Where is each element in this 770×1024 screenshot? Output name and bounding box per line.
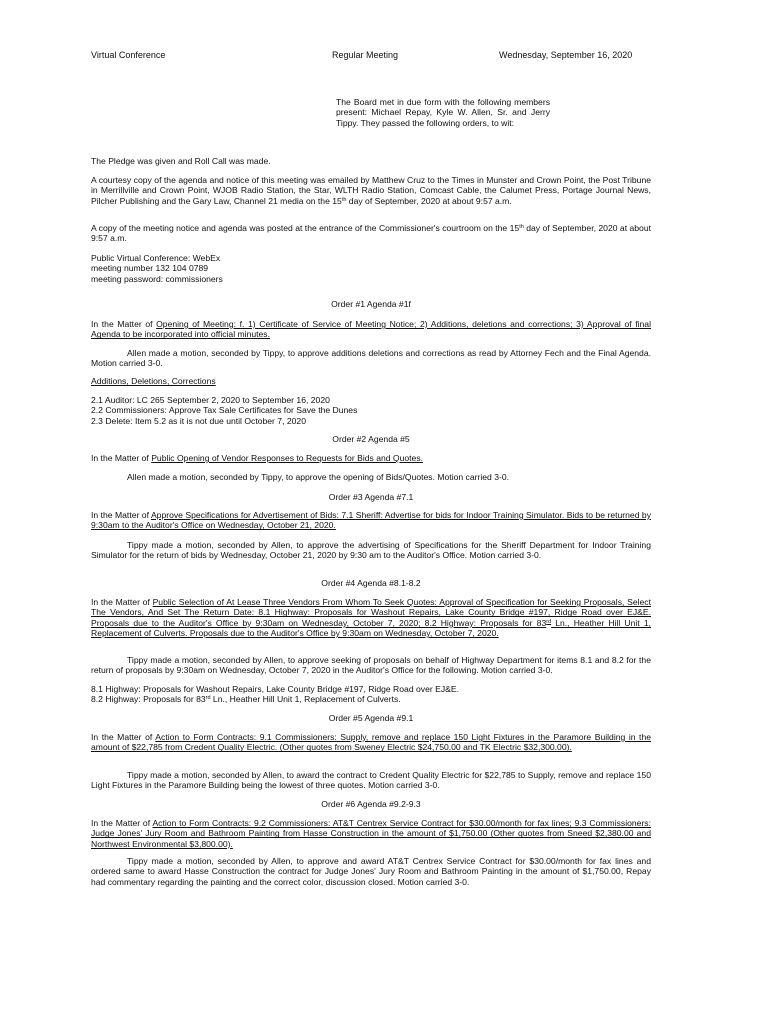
order-1-motion: Allen made a motion, seconded by Tippy, to approve additions deletions and corrections as read by Attorney Fech and the Final Agenda. Motion carried 3-0. bbox=[91, 348, 651, 369]
order-1-heading: Order #1 Agenda #1f bbox=[331, 299, 411, 309]
order-5-matter-prefix: In the Matter of bbox=[91, 732, 156, 742]
order-4-item-2-sup: rd bbox=[205, 695, 211, 702]
order-5-matter-text: Action to Form Contracts: 9.1 Commissioners: Supply, remove and replace 150 Light Fixtures in the Paramore Building in the amount of $22,785 from Credent Quality Electric. (Other quotes from Sweney Electric $24,750.00 and TK Electric $32,300.00). bbox=[91, 732, 651, 753]
order-2-matter-text: Public Opening of Vendor Responses to Requests for Bids and Quotes. bbox=[151, 453, 424, 463]
posted-paragraph bbox=[91, 223, 651, 244]
courtesy-copy-text-b: day of September, 2020 at about 9:57 a.m. bbox=[346, 195, 512, 206]
order-6-matter-text: Action to Form Contracts: 9.2 Commissioners: AT&T Centrex Service Contract for $30.00/month for fax lines; 9.3 Commissioners: Judge Jones' Jury Room and Bathroom Painting from Hasse Construction in the amount of $1,750.00 (Other quotes from Sneed $2,380.00 and Northwest Environmental $3,800.00). bbox=[91, 818, 651, 849]
posted-sup: th bbox=[519, 224, 524, 230]
order-2-heading: Order #2 Agenda #5 bbox=[332, 434, 410, 444]
pledge-paragraph: The Pledge was given and Roll Call was made. bbox=[91, 156, 271, 166]
header-left: Virtual Conference bbox=[91, 50, 166, 60]
order-1-matter bbox=[91, 319, 651, 340]
order-3-matter-prefix: In the Matter of bbox=[91, 510, 151, 520]
order-4-matter-text-b: Ln., Heather Hill Unit 1, Replacement of Culverts. Proposals due to the Auditor's Office by 9:30am on Wednesday, October 7, 2020. bbox=[91, 617, 651, 639]
courtesy-copy-paragraph bbox=[91, 175, 651, 206]
order-4-motion: Tippy made a motion, seconded by Allen, to approve seeking of proposals on behalf of Highway Department for items 8.1 and 8.2 for the return of proposals by 9:30am on Wednesday, October 7, 2020 in the Auditor's Office for the following. Motion carried 3-0. bbox=[91, 655, 651, 676]
order-1-matter-prefix: In the Matter of bbox=[91, 319, 157, 329]
board-met-paragraph: The Board met in due form with the following members present: Michael Repay, Kyle W. Allen, Sr. and Jerry Tippy. They passed the following orders, to wit: bbox=[336, 97, 550, 128]
adc-item-2: 2.2 Commissioners: Approve Tax Sale Certificates for Save the Dunes bbox=[91, 405, 358, 416]
order-3-matter bbox=[91, 510, 651, 531]
conference-info bbox=[91, 253, 651, 284]
posted-text-b: day of September, 2020 at about 9:57 a.m. bbox=[91, 223, 652, 244]
adc-item-1: 2.1 Auditor: LC 265 September 2, 2020 to September 16, 2020 bbox=[91, 395, 330, 405]
order-4-heading: Order #4 Agenda #8.1-8.2 bbox=[321, 578, 421, 588]
order-4-matter-prefix: In the Matter of bbox=[91, 597, 153, 607]
header-center: Regular Meeting bbox=[332, 50, 399, 60]
conference-password: meeting password: commissioners bbox=[91, 273, 223, 284]
order-3-motion: Tippy made a motion, seconded by Allen, to approve the advertising of Specifications for the Sheriff Department for Indoor Training Simulator for the return of bids by Wednesday, October 21, 2020 by 9:30 am to the Auditor's Office. Motion carried 3-0. bbox=[91, 540, 651, 561]
order-2-matter bbox=[91, 453, 651, 463]
conference-platform: Public Virtual Conference: WebEx bbox=[91, 253, 221, 263]
courtesy-copy-sup: th bbox=[341, 196, 347, 203]
order-4-matter-sup: rd bbox=[546, 618, 552, 625]
order-4-item-2-text-a: 8.2 Highway: Proposals for 83 bbox=[91, 694, 206, 705]
order-4-matter bbox=[91, 597, 651, 639]
order-5-heading: Order #5 Agenda #9.1 bbox=[328, 713, 414, 723]
posted-text-a: A copy of the meeting notice and agenda was posted at the entrance of the Commissioner's courtroom on the 15 bbox=[91, 223, 520, 233]
order-2-matter-prefix: In the Matter of bbox=[91, 453, 152, 463]
order-5-matter bbox=[91, 732, 651, 753]
order-4-item-1: 8.1 Highway: Proposals for Washout Repairs, Lake County Bridge #197, Ridge Road over EJ&E. bbox=[91, 684, 459, 694]
order-3-matter-text: Approve Specifications for Advertisement of Bids: 7.1 Sheriff: Advertise for bids for Indoor Training Simulator. Bids to be returned by 9:30am to the Auditor's Office on Wednesday, October 21, 2020. bbox=[91, 510, 651, 531]
adc-heading: Additions, Deletions, Corrections bbox=[91, 376, 216, 386]
order-5-motion: Tippy made a motion, seconded by Allen, to award the contract to Credent Quality Electric for $22,785 to Supply, remove and replace 150 Light Fixtures in the Paramore Building being the lowest of three quotes. Motion carried 3-0. bbox=[91, 770, 651, 791]
adc-item-3: 2.3 Delete: Item 5.2 as it is not due until October 7, 2020 bbox=[91, 415, 306, 426]
order-6-matter bbox=[91, 818, 651, 849]
order-4-items bbox=[91, 684, 651, 705]
order-4-item-2-text-b: Ln., Heather Hill Unit 1, Replacement of Culverts. bbox=[210, 694, 401, 705]
order-3-heading: Order #3 Agenda #7.1 bbox=[328, 492, 414, 502]
order-6-motion: Tippy made a motion, seconded by Allen, to approve and award AT&T Centrex Service Contract for $30.00/month for fax lines and ordered same to award Hasse Construction the contract for Judge Jones' Jury Room and Bathroom Painting in the amount of $1,750.00, Repay had commentary regarding the painting and the correct color, discussion closed. Motion carried 3-0. bbox=[91, 856, 651, 887]
order-4-item-2 bbox=[91, 694, 651, 704]
header-date: Wednesday, September 16, 2020 bbox=[499, 50, 633, 60]
order-4-matter-text-a: Public Selection of At Lease Three Vendors From Whom To Seek Quotes: Approval of Specification for Seeking Proposals, Select The Vendors, And Set The Return Date: 8.1 Highway: Proposals for Washout Repairs, Lake County Bridge #197, Ridge Road over EJ&E. Proposals due to the Auditor's Office by 9:30am on Wednesday, October 7, 2020; 8.2 Highway: Proposals for 83 bbox=[91, 597, 651, 628]
adc-list bbox=[91, 395, 651, 426]
order-6-matter-prefix: In the Matter of bbox=[91, 818, 153, 828]
order-1-matter-text: Opening of Meeting: f. 1) Certificate of Service of Meeting Notice; 2) Additions, deletions and corrections; 3) Approval of final Agenda to be incorporated into official minutes. bbox=[91, 319, 651, 340]
order-6-heading: Order #6 Agenda #9.2-9.3 bbox=[321, 799, 421, 809]
order-2-motion: Allen made a motion, seconded by Tippy, to approve the opening of Bids/Quotes. Motion carried 3-0. bbox=[127, 472, 510, 482]
courtesy-copy-text-a: A courtesy copy of the agenda and notice of this meeting was emailed by Matthew Cruz to the Times in Munster and Crown Point, the Post Tribune in Merrillville and Crown Point, WJOB Radio Station, the Star, WLTH Radio Station, Comcast Cable, the Calumet Press, Portage Journal News, Pilcher Publishing and the Gary Law, Channel 21 media on the 15 bbox=[91, 175, 651, 206]
conference-meeting-number: meeting number 132 104 0789 bbox=[91, 263, 209, 274]
